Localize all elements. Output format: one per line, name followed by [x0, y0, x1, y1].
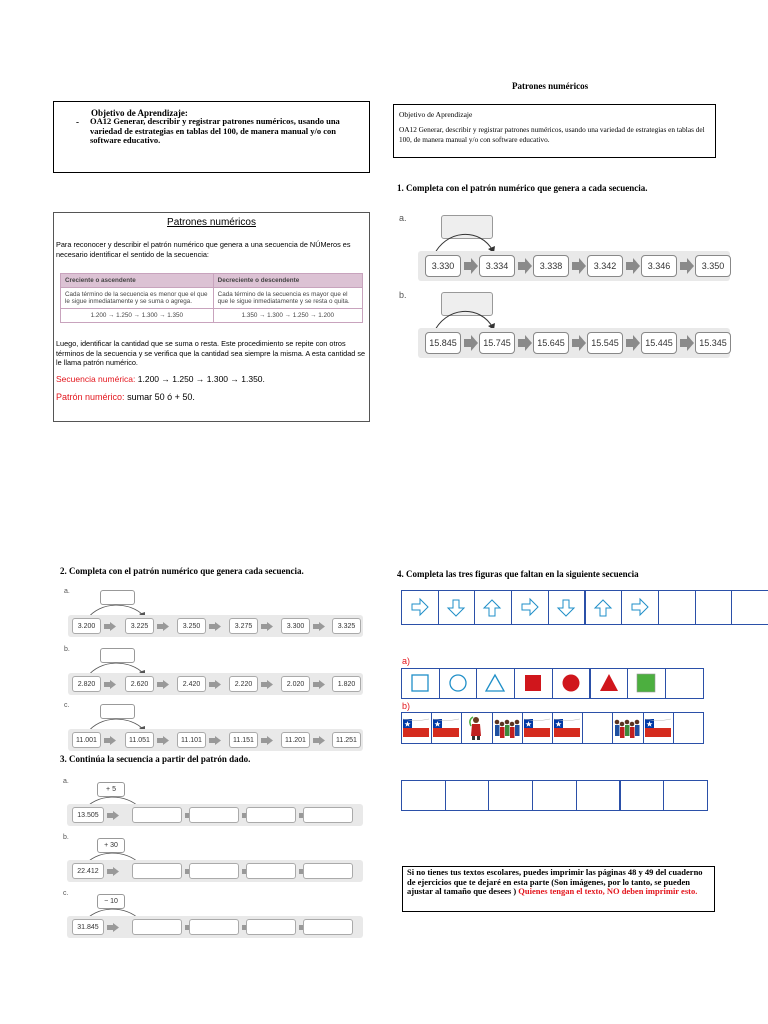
q2-number-box: 11.251 — [332, 732, 361, 748]
table-header-descending: Decreciente o descendente — [213, 274, 362, 288]
q2-number-box: 11.001 — [72, 732, 101, 748]
q2-arrow-icon — [313, 622, 325, 631]
q2-number-box: 1.820 — [332, 676, 361, 692]
objective-box-left — [53, 101, 370, 173]
q3-arrow-icon — [107, 867, 119, 876]
q3-pattern-box: + 5 — [97, 782, 125, 797]
q1-number-box: 15.445 — [641, 332, 677, 354]
q3-arrow-icon — [107, 923, 119, 932]
down-arrow-icon — [557, 598, 577, 618]
q2-number-box: 3.250 — [177, 618, 206, 634]
q1-arrow-icon — [572, 335, 586, 351]
q1-number-box: 3.350 — [695, 255, 731, 277]
objective-right-heading: Objetivo de Aprendizaje — [399, 110, 473, 119]
q3-answer-box[interactable] — [189, 807, 239, 823]
chile-flag-icon — [433, 719, 459, 737]
q4-arrow-cell[interactable] — [695, 590, 733, 625]
q4-arrow-cell[interactable] — [658, 590, 696, 625]
q2-arrow-icon — [209, 736, 221, 745]
q1-arrow-icon — [518, 335, 532, 351]
q2-number-box: 2.420 — [177, 676, 206, 692]
q1-number-box: 3.342 — [587, 255, 623, 277]
q3-title: 3. Continúa la secuencia a partir del patrón dado. — [60, 754, 251, 764]
down-arrow-icon — [447, 598, 467, 618]
q4-empty-cell[interactable] — [620, 780, 665, 811]
triangle-red-icon — [599, 673, 619, 693]
q1-arrow-icon — [464, 335, 478, 351]
sequence-value: 1.200 → 1.250 → 1.300 → 1.350. — [137, 374, 265, 384]
chile-flag-icon — [403, 719, 429, 737]
page-title: Patrones numéricos — [512, 81, 589, 91]
q1-arrow-icon — [518, 258, 532, 274]
q1-title: 1. Completa con el patrón numérico que genera a cada secuencia. — [397, 183, 648, 193]
q3-row-label: a. — [63, 778, 69, 785]
q2-number-box: 3.200 — [72, 618, 101, 634]
q3-answer-box[interactable] — [303, 919, 353, 935]
q3-answer-box[interactable] — [132, 919, 182, 935]
objective-right-text: OA12 Generar, describir y registrar patrones numéricos, usando una variedad de estrategias en tablas del 100, de manera manual y/o con software educativo. — [399, 125, 705, 144]
q2-arrow-icon — [261, 680, 273, 689]
q2-arrow-icon — [157, 622, 169, 631]
q2-number-box: 3.275 — [229, 618, 258, 634]
q2-arrow-icon — [157, 736, 169, 745]
q1-number-box: 15.545 — [587, 332, 623, 354]
q1-row-label: b. — [399, 290, 407, 300]
right-arrow-icon — [630, 598, 650, 618]
q2-number-box: 2.220 — [229, 676, 258, 692]
table-desc-ascending: Cada término de la secuencia es menor que el que le sigue inmediatamente y se suma o agrega. — [61, 288, 214, 309]
q1-number-box: 15.345 — [695, 332, 731, 354]
q4-title: 4. Completa las tres figuras que faltan en la siguiente secuencia — [397, 569, 639, 579]
q3-answer-box[interactable] — [246, 807, 296, 823]
orientation-table — [60, 273, 363, 323]
q3-arrow-icon — [107, 811, 119, 820]
q4b-label: b) — [402, 701, 411, 711]
people-group-icon — [494, 717, 520, 739]
q3-pattern-box: − 10 — [97, 894, 125, 909]
q2-title: 2. Completa con el patrón numérico que genera cada secuencia. — [60, 566, 304, 576]
q4b-cell — [582, 712, 613, 744]
right-arrow-icon — [410, 598, 430, 618]
q1-arrow-icon — [572, 258, 586, 274]
objective-box-right — [393, 104, 716, 158]
q3-answer-box[interactable] — [303, 863, 353, 879]
objective-text: OA12 Generar, describir y registrar patrones numéricos, usando una variedad de estrategias en tablas del 100, de manera manual y/o con software educativo. — [90, 116, 340, 145]
info-card-title: Patrones numéricos — [167, 217, 256, 228]
q2-arrow-icon — [313, 680, 325, 689]
q2-row-label: a. — [64, 588, 70, 595]
objective-heading: Objetivo de Aprendizaje: — [91, 108, 188, 118]
sequence-label: Secuencia numérica: — [56, 374, 136, 384]
q2-arrow-icon — [261, 622, 273, 631]
q3-answer-box[interactable] — [132, 863, 182, 879]
q2-number-box: 2.020 — [281, 676, 310, 692]
q2-arrow-icon — [104, 736, 116, 745]
q1-number-box: 15.845 — [425, 332, 461, 354]
pattern-label: Patrón numérico: — [56, 392, 125, 402]
q2-number-box: 3.325 — [332, 618, 361, 634]
q1-number-box: 15.745 — [479, 332, 515, 354]
q1-number-box: 3.338 — [533, 255, 569, 277]
person-icon — [469, 716, 483, 740]
q4a-label: a) — [402, 656, 411, 666]
square-red-icon — [523, 673, 543, 693]
q3-start-box: 31.845 — [72, 919, 104, 935]
q4-empty-cell[interactable] — [488, 780, 533, 811]
info-card — [53, 212, 370, 422]
q4-arrow-cell[interactable] — [731, 590, 768, 625]
q2-number-box: 11.201 — [281, 732, 310, 748]
q2-arrow-icon — [104, 680, 116, 689]
q1-arrow-icon — [626, 335, 640, 351]
circle-red-icon — [561, 673, 581, 693]
table-example-descending: 1.350 → 1.300 → 1.250 → 1.200 — [213, 309, 362, 323]
q2-arrow-icon — [209, 622, 221, 631]
note-text — [407, 868, 712, 897]
q2-number-box: 2.820 — [72, 676, 101, 692]
q1-row-label: a. — [399, 213, 407, 223]
pattern-value: sumar 50 ó + 50. — [127, 392, 195, 402]
square-outline-icon — [410, 673, 430, 693]
q3-answer-box[interactable] — [246, 919, 296, 935]
note-box — [402, 866, 715, 912]
q2-arrow-icon — [209, 680, 221, 689]
q2-number-box: 11.151 — [229, 732, 258, 748]
q2-number-box: 11.051 — [125, 732, 154, 748]
sequence-line — [56, 374, 265, 384]
q3-pattern-box: + 30 — [97, 838, 125, 853]
q3-start-box: 13.505 — [72, 807, 104, 823]
chile-flag-icon — [554, 719, 580, 737]
q1-number-box: 3.330 — [425, 255, 461, 277]
note-red-text: Quienes tengan el texto, NO deben imprimir esto. — [518, 886, 698, 896]
q1-arrow-icon — [464, 258, 478, 274]
q4-empty-cell[interactable] — [445, 780, 490, 811]
triangle-outline-icon — [485, 673, 505, 693]
note-black-text: Si no tienes tus textos escolares, puedes imprimir las páginas 48 y 49 del cuaderno de ejercicios que te dejaré en esta parte (Son imágenes, por lo tanto, se pueden ajustar al tamaño que desees ) — [407, 867, 703, 896]
table-header-ascending: Creciente o ascendente — [61, 274, 214, 288]
q4-empty-cell[interactable] — [532, 780, 577, 811]
table-example-ascending: 1.200 → 1.250 → 1.300 → 1.350 — [61, 309, 214, 323]
q1-arrow-icon — [680, 335, 694, 351]
q3-start-box: 22.412 — [72, 863, 104, 879]
q4a-cell[interactable] — [665, 668, 704, 699]
q3-row-label: c. — [63, 890, 69, 897]
up-arrow-icon — [594, 598, 614, 618]
circle-outline-icon — [448, 673, 468, 693]
q3-answer-box[interactable] — [132, 807, 182, 823]
q3-answer-box[interactable] — [303, 807, 353, 823]
q2-number-box: 3.225 — [125, 618, 154, 634]
square-green-icon — [636, 673, 656, 693]
objective-bullet: - — [76, 117, 79, 127]
chile-flag-icon — [524, 719, 550, 737]
q4-empty-cell[interactable] — [576, 780, 621, 811]
q2-arrow-icon — [157, 680, 169, 689]
q1-arrow-icon — [680, 258, 694, 274]
q1-arrow-icon — [626, 258, 640, 274]
pattern-line — [56, 392, 195, 402]
q4b-cell — [673, 712, 704, 744]
up-arrow-icon — [483, 598, 503, 618]
q2-row-label: c. — [64, 702, 70, 709]
q2-number-box: 2.620 — [125, 676, 154, 692]
q2-number-box: 3.300 — [281, 618, 310, 634]
right-arrow-icon — [520, 598, 540, 618]
q3-answer-box[interactable] — [246, 863, 296, 879]
info-card-intro: Para reconocer y describir el patrón numérico que genera a una secuencia de NÚMeros es necesario identificar el sentido de la secuencia: — [56, 240, 351, 259]
q4-empty-cell[interactable] — [663, 780, 708, 811]
q2-arrow-icon — [261, 736, 273, 745]
q1-number-box: 15.645 — [533, 332, 569, 354]
q2-arrow-icon — [313, 736, 325, 745]
chile-flag-icon — [645, 719, 671, 737]
q1-number-box: 3.346 — [641, 255, 677, 277]
q2-number-box: 11.101 — [177, 732, 206, 748]
q1-number-box: 3.334 — [479, 255, 515, 277]
q2-row-label: b. — [64, 646, 70, 653]
q2-arrow-icon — [104, 622, 116, 631]
people-group-icon — [614, 717, 640, 739]
q3-answer-box[interactable] — [189, 919, 239, 935]
q3-answer-box[interactable] — [189, 863, 239, 879]
info-card-after: Luego, identificar la cantidad que se suma o resta. Este procedimiento se repite con otros términos de la secuencia y se verifica que la cantidad sea siempre la misma. A esta cantidad se le llama patrón numérico. — [56, 339, 366, 367]
q3-row-label: b. — [63, 834, 69, 841]
q4-empty-cell[interactable] — [401, 780, 446, 811]
table-desc-descending: Cada término de la secuencia es mayor que el que le sigue inmediatamente y se resta o quita. — [213, 288, 362, 309]
